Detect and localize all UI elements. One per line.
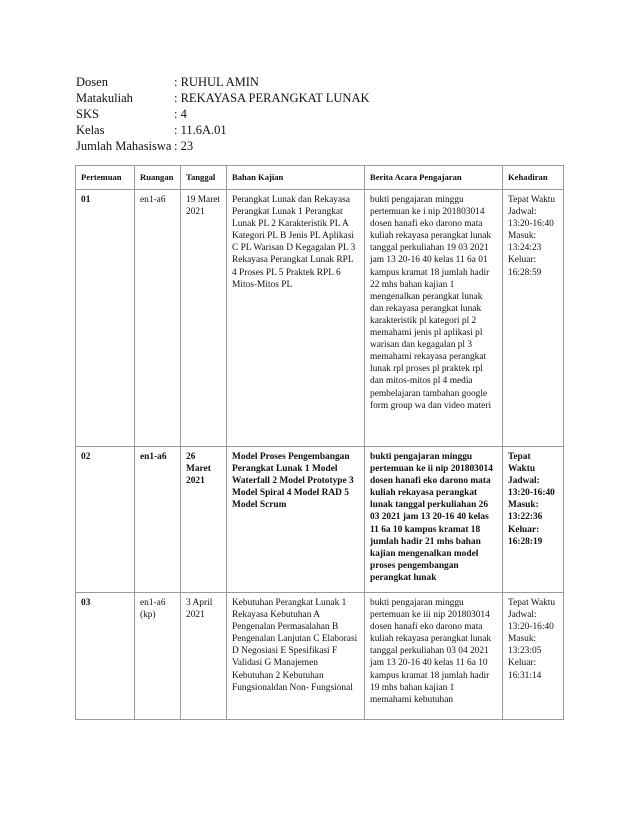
table-row xyxy=(76,593,564,720)
matakuliah-label: Matakuliah xyxy=(76,91,133,105)
cell-ruangan: en1-a6 xyxy=(135,190,181,447)
cell-tanggal: 19 Maret 2021 xyxy=(181,190,227,447)
schedule-table xyxy=(75,165,564,720)
cell-berita-acara: bukti pengajaran minggu pertemuan ke iii nip 201803014 dosen hanafi eko darono mata kuliah rekayasa perangkat lunak tanggal perkuliahan 03 04 2021 jam 13 20-16 40 kelas 11 6a 10 kampus kramat 18 jumlah hadir 19 mhs bahan kajian 1 memahami kebutuhan xyxy=(365,593,503,720)
col-header-tanggal: Tanggal xyxy=(181,166,227,190)
sks-label: SKS xyxy=(76,107,99,121)
col-header-ruangan: Ruangan xyxy=(135,166,181,190)
cell-bahan-kajian: Model Proses Pengembangan Perangkat Lunak 1 Model Waterfall 2 Model Prototype 3 Model Spiral 4 Model RAD 5 Model Scrum xyxy=(227,447,365,593)
cell-kehadiran: Tepat Waktu Jadwal: 13:20-16:40 Masuk: 13:22:36 Keluar: 16:28:19 xyxy=(503,447,564,593)
dosen-label: Dosen xyxy=(76,75,108,89)
cell-berita-acara: bukti pengajaran minggu pertemuan ke i nip 201803014 dosen hanafi eko darono mata kuliah rekayasa perangkat lunak tanggal perkuliahan 19 03 2021 jam 13 20-16 40 kelas 11 6a 01 kampus kramat 18 jumlah hadir 22 mhs bahan kajian 1 mengenalkan perangkat lunak dan rekayasa perangkat lunak karakteristik pl kategori pl 2 memahami jenis pl aplikasi pl warisan dan kegagalan pl 3 memahami rekayasa perangkat lunak rpl proses pl praktek rpl dan mitos-mitos pl 4 media pembelajaran tambahan google form group wa dan video materi xyxy=(365,190,503,447)
cell-kehadiran: Tepat Waktu Jadwal: 13:20-16:40 Masuk: 13:24:23 Keluar: 16:28:59 xyxy=(503,190,564,447)
jumlah-value: : 23 xyxy=(174,139,194,153)
kelas-label: Kelas xyxy=(76,123,105,137)
cell-pertemuan: 02 xyxy=(76,447,135,593)
matakuliah-value: : REKAYASA PERANGKAT LUNAK xyxy=(174,91,370,105)
col-header-kehadiran: Kehadiran xyxy=(503,166,564,190)
cell-ruangan: en1-a6 xyxy=(135,447,181,593)
course-info xyxy=(76,74,370,154)
info-row-matakuliah xyxy=(76,90,370,106)
table-row xyxy=(76,190,564,447)
info-row-jumlah xyxy=(76,138,370,154)
kelas-value: : 11.6A.01 xyxy=(174,123,227,137)
cell-pertemuan: 03 xyxy=(76,593,135,720)
cell-kehadiran: Tepat Waktu Jadwal: 13:20-16:40 Masuk: 13:23:05 Keluar: 16:31:14 xyxy=(503,593,564,720)
cell-bahan-kajian: Perangkat Lunak dan Rekayasa Perangkat Lunak 1 Perangkat Lunak PL 2 Karakteristik PL A Kategori PL B Jenis PL Aplikasi C PL Warisan D Kegagalan PL 3 Rekayasa Perangkat Lunak RPL 4 Proses PL 5 Praktek RPL 6 Mitos-Mitos PL xyxy=(227,190,365,447)
cell-berita-acara: bukti pengajaran minggu pertemuan ke ii nip 201803014 dosen hanafi eko darono mata kuliah rekayasa perangkat lunak tanggal perkuliahan 26 03 2021 jam 13 20-16 40 kelas 11 6a 10 kampus kramat 18 jumlah hadir 21 mhs bahan kajian mengenalkan model proses pengembangan perangkat lunak xyxy=(365,447,503,593)
cell-bahan-kajian: Kebutuhan Perangkat Lunak 1 Rekayasa Kebutuhan A Pengenalan Permasalahan B Pengenalan Lanjutan C Elaborasi D Negosiasi E Spesifikasi F Validasi G Manajemen Kebutuhan 2 Kebutuhan Fungsionaldan Non- Fungsional xyxy=(227,593,365,720)
table-header-row xyxy=(76,166,564,190)
sks-value: : 4 xyxy=(174,107,187,121)
cell-ruangan: en1-a6 (kp) xyxy=(135,593,181,720)
col-header-bahan-kajian: Bahan Kajian xyxy=(227,166,365,190)
col-header-berita-acara: Berita Acara Pengajaran xyxy=(365,166,503,190)
info-row-dosen xyxy=(76,74,370,90)
jumlah-label: Jumlah Mahasiswa xyxy=(76,139,172,153)
cell-tanggal: 26 Maret 2021 xyxy=(181,447,227,593)
dosen-value: : RUHUL AMIN xyxy=(174,75,259,89)
info-row-kelas xyxy=(76,122,370,138)
table-row xyxy=(76,447,564,593)
col-header-pertemuan: Pertemuan xyxy=(76,166,135,190)
cell-tanggal: 3 April 2021 xyxy=(181,593,227,720)
cell-pertemuan: 01 xyxy=(76,190,135,447)
info-row-sks xyxy=(76,106,370,122)
